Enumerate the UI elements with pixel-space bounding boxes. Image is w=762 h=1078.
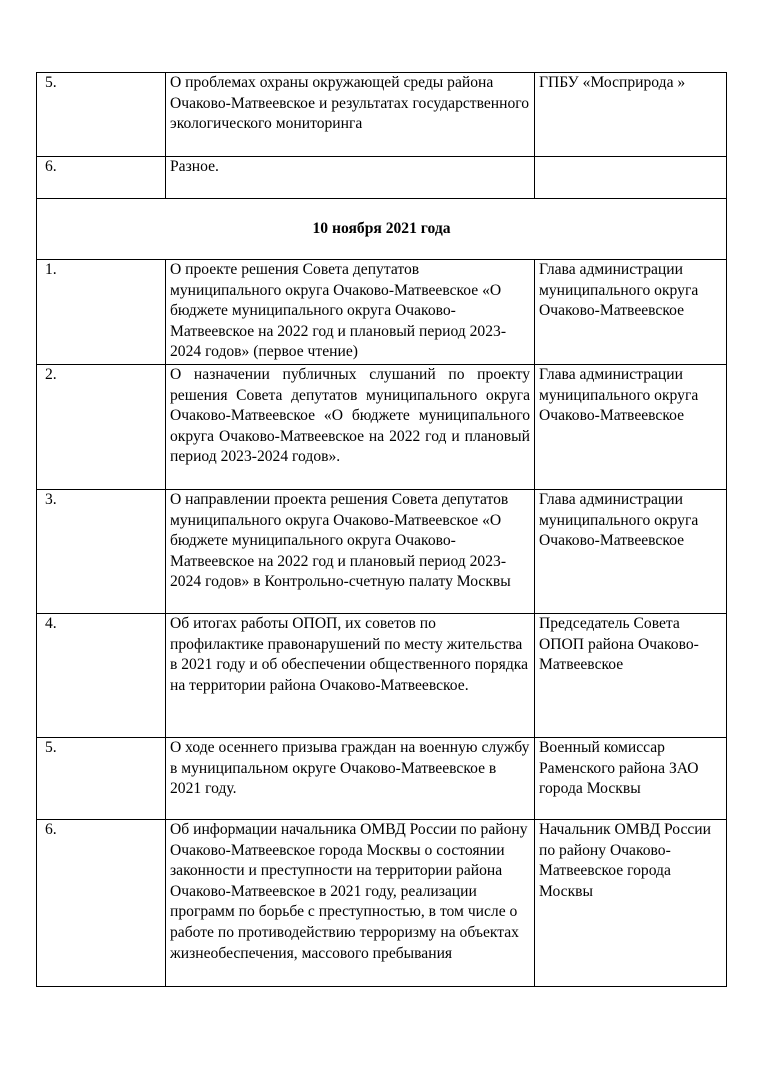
table-row [37, 490, 727, 614]
item-number: 5. [37, 738, 166, 820]
item-speaker: Глава администрации муниципального округа Очаково-Матвеевское [535, 490, 727, 614]
date-heading: 10 ноября 2021 года [37, 199, 727, 260]
table-row [37, 820, 727, 987]
item-speaker: Глава администрации муниципального округа Очаково-Матвеевское [535, 365, 727, 490]
item-speaker: Глава администрации муниципального округа Очаково-Матвеевское [535, 260, 727, 365]
table-row [37, 157, 727, 199]
item-speaker: ГПБУ «Мосприрода » [535, 73, 727, 157]
item-number: 6. [37, 820, 166, 987]
item-topic: О проблемах охраны окружающей среды района Очаково-Матвеевское и результатах государственного экологического мониторинга [166, 73, 535, 157]
item-topic: О направлении проекта решения Совета депутатов муниципального округа Очаково-Матвеевское «О бюджете муниципального округа Очаково-Матвеевское на 2022 год и плановый период 2023-2024 годов» в Контрольно-счетную палату Москвы [166, 490, 535, 614]
agenda-table [36, 72, 727, 987]
item-number: 2. [37, 365, 166, 490]
table-row [37, 73, 727, 157]
table-row [37, 738, 727, 820]
item-number: 6. [37, 157, 166, 199]
item-speaker: Председатель Совета ОПОП района Очаково-Матвеевское [535, 614, 727, 738]
item-speaker [535, 157, 727, 199]
table-row [37, 260, 727, 365]
item-topic: Разное. [166, 157, 535, 199]
table-row [37, 365, 727, 490]
item-speaker: Военный комиссар Раменского района ЗАО города Москвы [535, 738, 727, 820]
item-topic: О назначении публичных слушаний по проекту решения Совета депутатов муниципального округа Очаково-Матвеевское «О бюджете муниципального округа Очаково-Матвеевское на 2022 год и плановый период 2023-2024 годов». [166, 365, 535, 490]
item-number: 1. [37, 260, 166, 365]
item-topic: Об информации начальника ОМВД России по району Очаково-Матвеевское города Москвы о состоянии законности и преступности на территории района Очаково-Матвеевское в 2021 году, реализации программ по борьбе с преступностью, в том числе о работе по противодействию терроризму на объектах жизнеобеспечения, массового пребывания [166, 820, 535, 987]
item-number: 3. [37, 490, 166, 614]
item-speaker: Начальник ОМВД России по району Очаково-Матвеевское города Москвы [535, 820, 727, 987]
item-topic: О ходе осеннего призыва граждан на военную службу в муниципальном округе Очаково-Матвеевское в 2021 году. [166, 738, 535, 820]
item-number: 5. [37, 73, 166, 157]
date-row [37, 199, 727, 260]
item-topic: О проекте решения Совета депутатов муниципального округа Очаково-Матвеевское «О бюджете муниципального округа Очаково-Матвеевское на 2022 год и плановый период 2023-2024 годов» (первое чтение) [166, 260, 535, 365]
item-topic: Об итогах работы ОПОП, их советов по профилактике правонарушений по месту жительства в 2021 году и об обеспечении общественного порядка на территории района Очаково-Матвеевское. [166, 614, 535, 738]
table-row [37, 614, 727, 738]
item-number: 4. [37, 614, 166, 738]
